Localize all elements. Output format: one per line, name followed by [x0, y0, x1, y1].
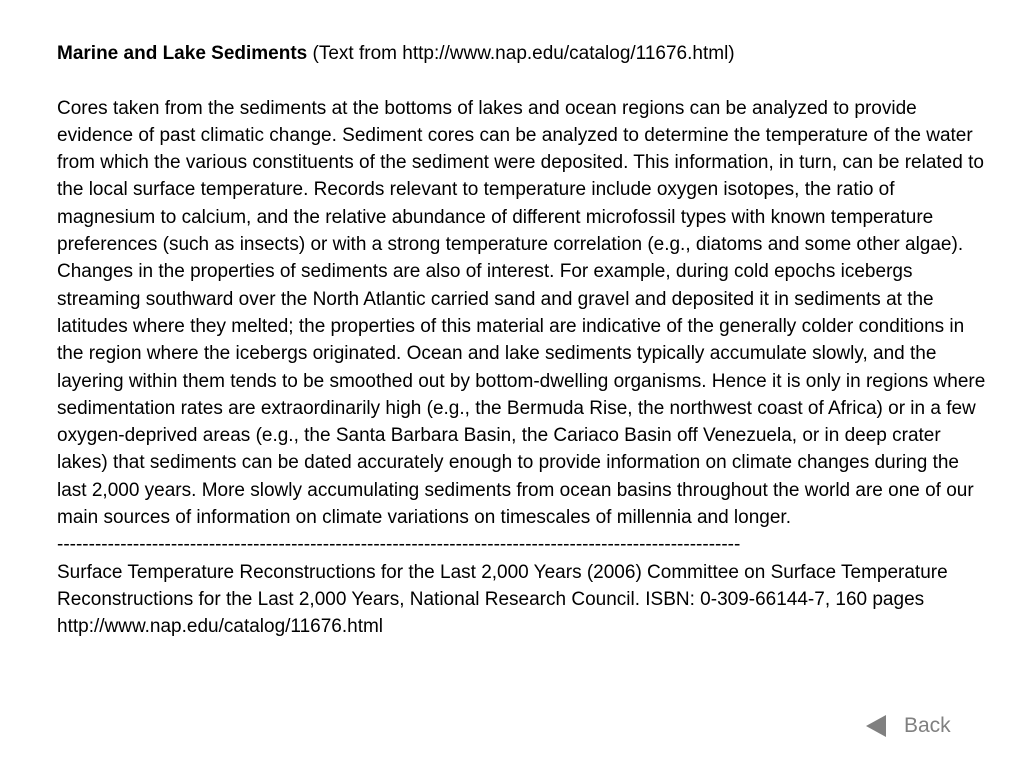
left-triangle-icon: [866, 715, 886, 737]
heading-source: (Text from http://www.nap.edu/catalog/11676.html): [307, 43, 735, 64]
back-label: Back: [904, 714, 951, 737]
heading-line: [57, 40, 987, 67]
body-paragraph: Cores taken from the sediments at the bottoms of lakes and ocean regions can be analyzed to provide evidence of past climatic change. Sediment cores can be analyzed to determine the temperature of the water from which the various constituents of the sediment were deposited. This information, in turn, can be related to the local surface temperature. Records relevant to temperature include oxygen isotopes, the ratio of magnesium to calcium, and the relative abundance of different microfossil types with known temperature preferences (such as insects) or with a strong temperature correlation (e.g., diatoms and some other algae). Changes in the properties of sediments are also of interest. For example, during cold epochs icebergs streaming southward over the North Atlantic carried sand and gravel and deposited it in sediments at the latitudes where they melted; the properties of this material are indicative of the generally colder conditions in the region where the icebergs originated. Ocean and lake sediments typically accumulate slowly, and the layering within them tends to be smoothed out by bottom-dwelling organisms. Hence it is only in regions where sedimentation rates are extraordinarily high (e.g., the Bermuda Rise, the northwest coast of Africa) or in a few oxygen-deprived areas (e.g., the Santa Barbara Basin, the Cariaco Basin off Venezuela, or in deep crater lakes) that sediments can be dated accurately enough to provide information on climate changes during the last 2,000 years. More slowly accumulating sediments from ocean basins throughout the world are one of our main sources of information on climate variations on timescales of millennia and longer.: [57, 97, 986, 529]
back-button[interactable]: [866, 714, 951, 738]
citation-text: Surface Temperature Reconstructions for the Last 2,000 Years (2006) Committee on Surface Temperature Reconstructions for the Last 2,000 Years, National Research Council. ISBN: 0-309-66144-7, 160 pages http://www.nap.edu/catalog/11676.html: [57, 561, 948, 638]
blank-line: [57, 67, 987, 94]
divider-line: ------------------------------------------------------------------------------------------------------------: [57, 534, 741, 556]
heading-title: Marine and Lake Sediments: [57, 43, 308, 64]
slide-content: [57, 40, 987, 641]
